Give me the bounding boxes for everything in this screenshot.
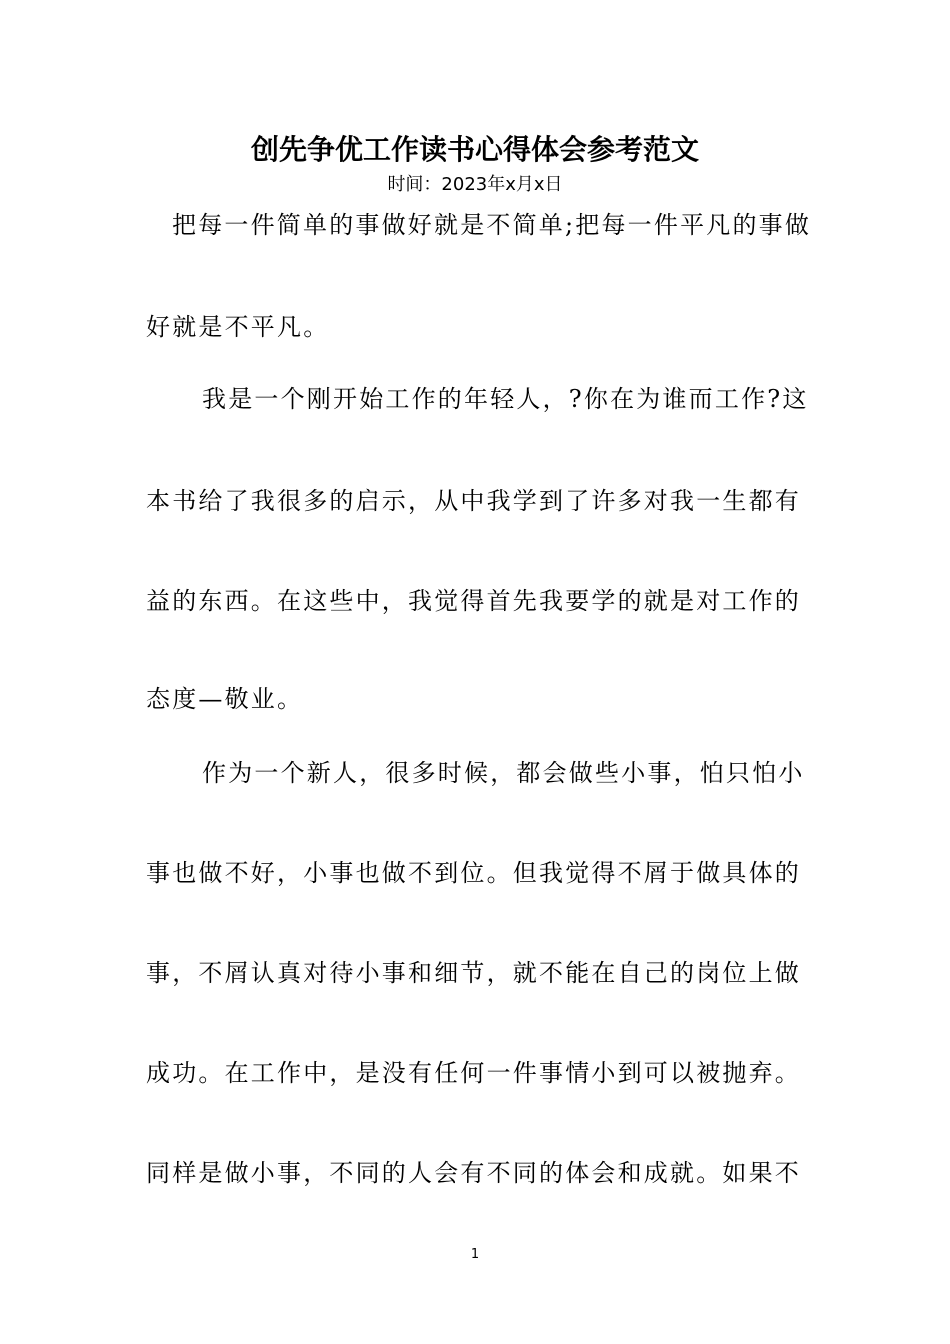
- text-line: 我是一个刚开始工作的年轻人，?你在为谁而工作?这: [202, 385, 809, 413]
- text-line: 态度—敬业。: [146, 685, 304, 713]
- text-line: 把每一件简单的事做好就是不简单;把每一件平凡的事做: [172, 211, 812, 239]
- text-line: 作为一个新人，很多时候，都会做些小事，怕只怕小: [202, 759, 805, 787]
- text-line: 事也做不好，小事也做不到位。但我觉得不屑于做具体的: [146, 859, 801, 887]
- text-line: 好就是不平凡。: [146, 313, 330, 341]
- document-title: 创先争优工作读书心得体会参考范文: [250, 133, 699, 166]
- text-line: 同样是做小事，不同的人会有不同的体会和成就。如果不: [146, 1159, 801, 1187]
- text-line: 事，不屑认真对待小事和细节，就不能在自己的岗位上做: [146, 959, 801, 987]
- date-line: 时间：2023年x月x日: [387, 174, 563, 195]
- text-line: 本书给了我很多的启示，从中我学到了许多对我一生都有: [146, 487, 801, 515]
- text-line: 益的东西。在这些中，我觉得首先我要学的就是对工作的: [146, 587, 801, 615]
- page-number: 1: [470, 1247, 480, 1262]
- text-line: 成功。在工作中，是没有任何一件事情小到可以被抛弃。: [146, 1059, 801, 1087]
